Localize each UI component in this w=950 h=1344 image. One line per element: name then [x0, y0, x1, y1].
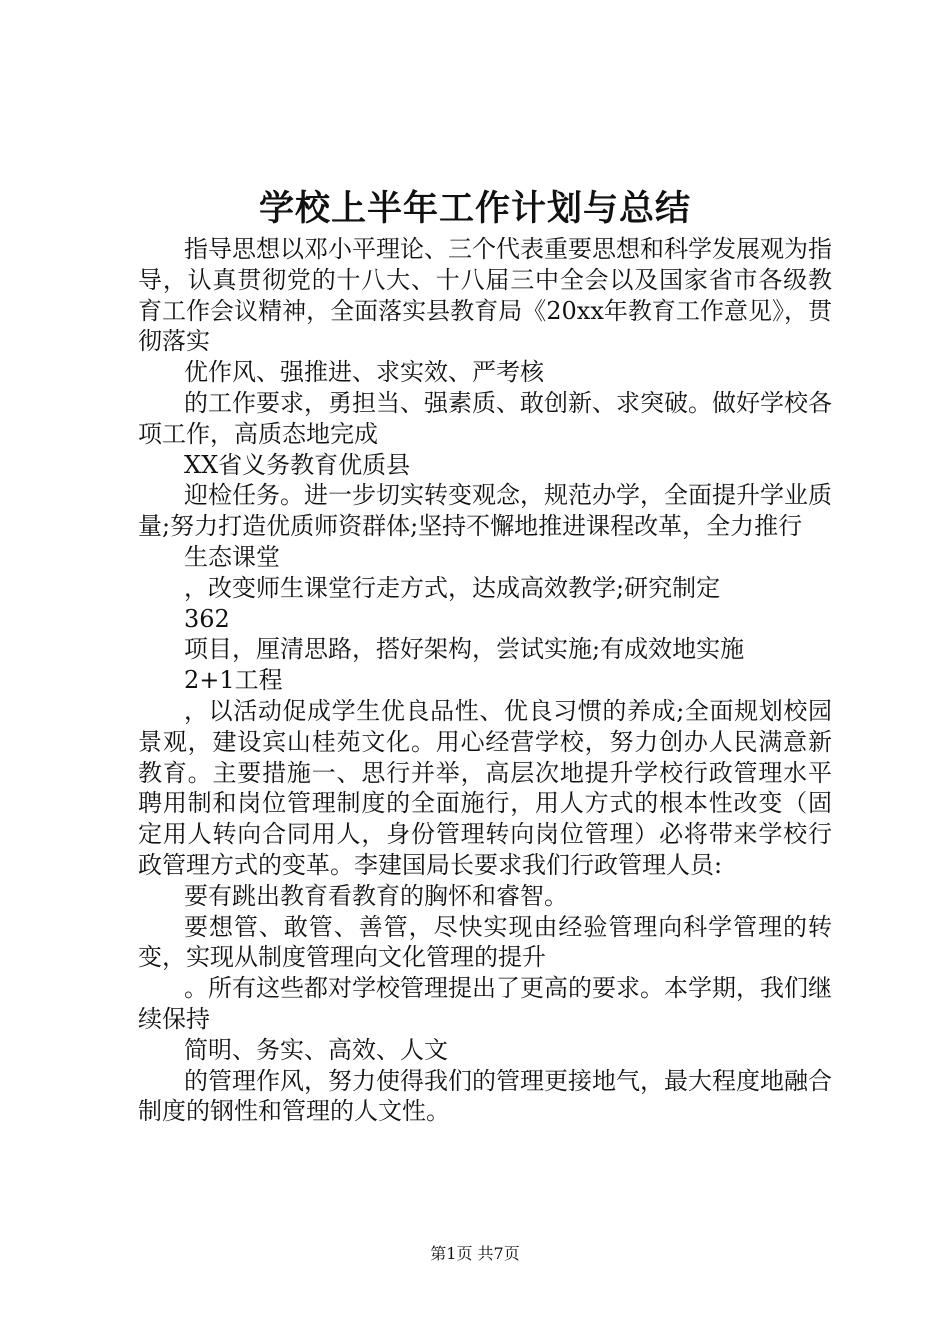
- document-body: [138, 234, 832, 1127]
- paragraph: 的工作要求，勇担当、强素质、敢创新、求突破。做好学校各项工作，高质态地完成: [138, 388, 832, 448]
- paragraph: 362: [184, 604, 230, 633]
- paragraph: 迎检任务。进一步切实转变观念，规范办学，全面提升学业质量;努力打造优质师资群体;坚持不懈地推进课程改革，全力推行: [138, 481, 832, 541]
- paragraph: 要有跳出教育看教育的胸怀和睿智。: [184, 881, 568, 910]
- paragraph: 简明、务实、高效、人文: [184, 1035, 448, 1064]
- paragraph: 。所有这些都对学校管理提出了更高的要求。本学期，我们继续保持: [138, 974, 832, 1033]
- paragraph: 的管理作风，努力使得我们的管理更接地气，最大程度地融合制度的钢性和管理的人文性。: [138, 1066, 832, 1126]
- paragraph: 优作风、强推进、求实效、严考核: [184, 358, 544, 387]
- paragraph: XX省义务教育优质县: [184, 450, 411, 479]
- page-number-footer: 第1页 共7页: [430, 1244, 520, 1263]
- paragraph: 项目，厘清思路，搭好架构，尝试实施;有成效地实施: [184, 635, 745, 664]
- paragraph: ，改变师生课堂行走方式，达成高效教学;研究制定: [184, 573, 721, 602]
- paragraph: 要想管、敢管、善管，尽快实现由经验管理向科学管理的转变，实现从制度管理向文化管理的提升: [138, 912, 832, 972]
- document-title: 学校上半年工作计划与总结: [258, 188, 691, 229]
- paragraph: 指导思想以邓小平理论、三个代表重要思想和科学发展观为指导，认真贯彻党的十八大、十八届三中全会以及国家省市各级教育工作会议精神，全面落实县教育局《20xx年教育工作意见》，贯彻落实: [138, 235, 832, 356]
- paragraph: ，以活动促成学生优良品性、优良习惯的养成;全面规划校园景观，建设宾山桂苑文化。用心经营学校，努力创办人民满意新教育。主要措施一、思行并举，高层次地提升学校行政管理水平聘用制和岗位管理制度的全面施行，用人方式的根本性改变（固定用人转向合同用人，身份管理转向岗位管理）必将带来学校行政管理方式的变革。李建国局长要求我们行政管理人员:: [138, 696, 832, 879]
- paragraph: 2+1工程: [184, 666, 283, 695]
- paragraph: 生态课堂: [184, 542, 280, 571]
